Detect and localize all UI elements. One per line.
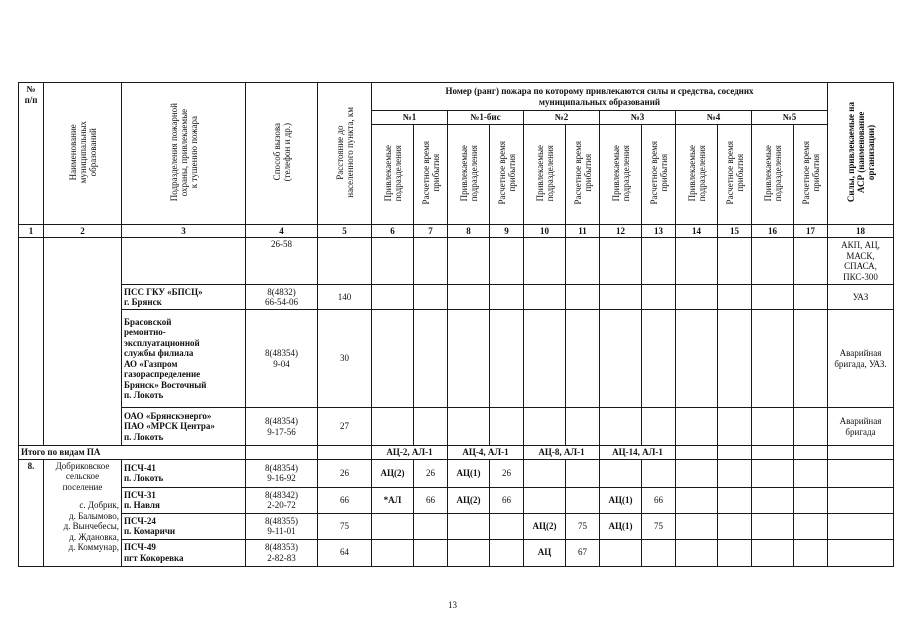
sub-units-r1bis: Привлекаемые подразделения <box>448 124 490 224</box>
r1-units <box>372 539 414 566</box>
totals-row <box>19 446 894 460</box>
table-row <box>19 238 894 285</box>
col-num: 7 <box>414 224 448 238</box>
sub-units-r5: Привлекаемые подразделения <box>752 124 794 224</box>
header-no: № п/п <box>19 83 44 225</box>
sub-time-r1: Расчетное время прибытия <box>414 124 448 224</box>
distance: 75 <box>318 513 372 539</box>
sub-time-r1bis: Расчетное время прибытия <box>490 124 524 224</box>
col-num: 12 <box>600 224 642 238</box>
r3-time: 66 <box>642 487 676 513</box>
asr-forces: Аварийная бригада <box>828 408 894 446</box>
r1-time: 66 <box>414 487 448 513</box>
table-row <box>19 285 894 310</box>
r1-units <box>372 513 414 539</box>
col-num: 18 <box>828 224 894 238</box>
rank-1bis: №1-бис <box>448 111 524 125</box>
sub-time-r4: Расчетное время прибытия <box>718 124 752 224</box>
distance: 140 <box>318 285 372 310</box>
call-number: 8(4832) 66-54-06 <box>246 285 318 310</box>
header-rank-title: Номер (ранг) пожара по которому привлекаются силы и средства, соседних муниципальных образований <box>372 83 828 111</box>
call-number: 8(48355) 9-11-01 <box>246 513 318 539</box>
r1bis-time: 26 <box>490 459 524 487</box>
table-row <box>19 539 894 566</box>
table-row <box>19 459 894 487</box>
sub-units-r3: Привлекаемые подразделения <box>600 124 642 224</box>
asr-forces: АКП, АЦ, МАСК, СПАСА, ПКС-300 <box>828 238 894 285</box>
r1bis-units: АЦ(1) <box>448 459 490 487</box>
distance: 30 <box>318 310 372 408</box>
totals-rank-1bis: АЦ-4, АЛ-1 <box>448 446 524 460</box>
asr-forces: УАЗ <box>828 285 894 310</box>
section-name: Добриковское сельское поселение <box>55 460 110 492</box>
sub-time-r3: Расчетное время прибытия <box>642 124 676 224</box>
col-num: 2 <box>44 224 122 238</box>
section-number: 8. <box>19 459 44 566</box>
distance: 64 <box>318 539 372 566</box>
r1bis-time <box>490 539 524 566</box>
cell-empty <box>44 238 122 446</box>
call-number: 8(48354) 9-16-92 <box>246 459 318 487</box>
rank-2: №2 <box>524 111 600 125</box>
asr-forces: Аварийная бригада, УАЗ. <box>828 310 894 408</box>
unit-name: ПСЧ-24 п. Комаричи <box>122 513 246 539</box>
r1-time <box>414 513 448 539</box>
r2-units <box>524 487 566 513</box>
col-num: 14 <box>676 224 718 238</box>
call-number: 8(48354) 9-04 <box>246 310 318 408</box>
r1bis-units <box>448 539 490 566</box>
r2-units: АЦ(2) <box>524 513 566 539</box>
distance <box>318 238 372 285</box>
header-units: Подразделения пожарной охраны, привлекаемые к тушению пожара <box>122 83 246 225</box>
totals-rank-2: АЦ-8, АЛ-1 <box>524 446 600 460</box>
totals-label: Итого по видам ПА <box>19 446 246 460</box>
rank-5: №5 <box>752 111 828 125</box>
rank-1: №1 <box>372 111 448 125</box>
distance: 66 <box>318 487 372 513</box>
r1bis-units <box>448 513 490 539</box>
r3-units: АЦ(1) <box>600 513 642 539</box>
unit-name: ПСЧ-49 пгт Кокоревка <box>122 539 246 566</box>
r3-units <box>600 459 642 487</box>
header-distance: Расстояние до населенного пункта, км <box>318 83 372 225</box>
unit-name: Брасовской ремонтно- эксплуатационной службы филиала АО «Газпром газораспределение Брянск» Восточный п. Локоть <box>122 310 246 408</box>
r2-time <box>566 459 600 487</box>
r2-time: 75 <box>566 513 600 539</box>
col-num: 17 <box>794 224 828 238</box>
header-municipality: Наименование муниципальных образований <box>44 83 122 225</box>
col-num: 6 <box>372 224 414 238</box>
r2-time <box>566 487 600 513</box>
col-num: 8 <box>448 224 490 238</box>
r2-units <box>524 459 566 487</box>
sub-time-r5: Расчетное время прибытия <box>794 124 828 224</box>
totals-rank-3: АЦ-14, АЛ-1 <box>600 446 676 460</box>
sub-units-r2: Привлекаемые подразделения <box>524 124 566 224</box>
col-num: 1 <box>19 224 44 238</box>
header-call: Способ вызова (телефон и др.) <box>246 83 318 225</box>
col-num: 16 <box>752 224 794 238</box>
unit-name: ПСЧ-31 п. Навля <box>122 487 246 513</box>
page-number: 13 <box>448 600 457 610</box>
table-row <box>19 310 894 408</box>
unit-name: ОАО «Брянскэнерго» ПАО «МРСК Центра» п. Локоть <box>122 408 246 446</box>
r3-units <box>600 539 642 566</box>
unit-name <box>122 238 246 285</box>
section-municipality <box>44 459 122 566</box>
r1-time: 26 <box>414 459 448 487</box>
call-number: 8(48353) 2-82-83 <box>246 539 318 566</box>
col-num: 9 <box>490 224 524 238</box>
call-number: 26-58 <box>246 238 318 285</box>
unit-name: ПСЧ-41 п. Локоть <box>122 459 246 487</box>
col-num: 10 <box>524 224 566 238</box>
table-row <box>19 408 894 446</box>
unit-name: ПСС ГКУ «БПСЦ» г. Брянск <box>122 285 246 310</box>
col-num: 4 <box>246 224 318 238</box>
r3-time: 75 <box>642 513 676 539</box>
fire-forces-table <box>18 82 894 567</box>
r1bis-time <box>490 513 524 539</box>
col-num: 15 <box>718 224 752 238</box>
rank-3: №3 <box>600 111 676 125</box>
r2-time: 67 <box>566 539 600 566</box>
sub-units-r1: Привлекаемые подразделения <box>372 124 414 224</box>
r2-units: АЦ <box>524 539 566 566</box>
header-asr: Силы, привлекаемые на АСР (наименование организации) <box>828 83 894 225</box>
col-num: 11 <box>566 224 600 238</box>
distance: 26 <box>318 459 372 487</box>
r1-units: *АЛ <box>372 487 414 513</box>
r1bis-time: 66 <box>490 487 524 513</box>
r3-time <box>642 539 676 566</box>
call-number: 8(48354) 9-17-56 <box>246 408 318 446</box>
column-number-row <box>19 224 894 238</box>
r1bis-units: АЦ(2) <box>448 487 490 513</box>
section-places: с. Добрик, д. Балымово, д. Вынчебесы, д. Ждановка, д. Коммунар, <box>63 500 119 552</box>
r1-time <box>414 539 448 566</box>
call-number: 8(48342) 2-20-72 <box>246 487 318 513</box>
r3-units: АЦ(1) <box>600 487 642 513</box>
table-row <box>19 513 894 539</box>
cell-empty <box>19 238 44 446</box>
r1-units: АЦ(2) <box>372 459 414 487</box>
totals-rank-1: АЦ-2, АЛ-1 <box>372 446 448 460</box>
table-row <box>19 487 894 513</box>
rank-4: №4 <box>676 111 752 125</box>
sub-units-r4: Привлекаемые подразделения <box>676 124 718 224</box>
sub-time-r2: Расчетное время прибытия <box>566 124 600 224</box>
col-num: 3 <box>122 224 246 238</box>
r3-time <box>642 459 676 487</box>
col-num: 5 <box>318 224 372 238</box>
col-num: 13 <box>642 224 676 238</box>
distance: 27 <box>318 408 372 446</box>
